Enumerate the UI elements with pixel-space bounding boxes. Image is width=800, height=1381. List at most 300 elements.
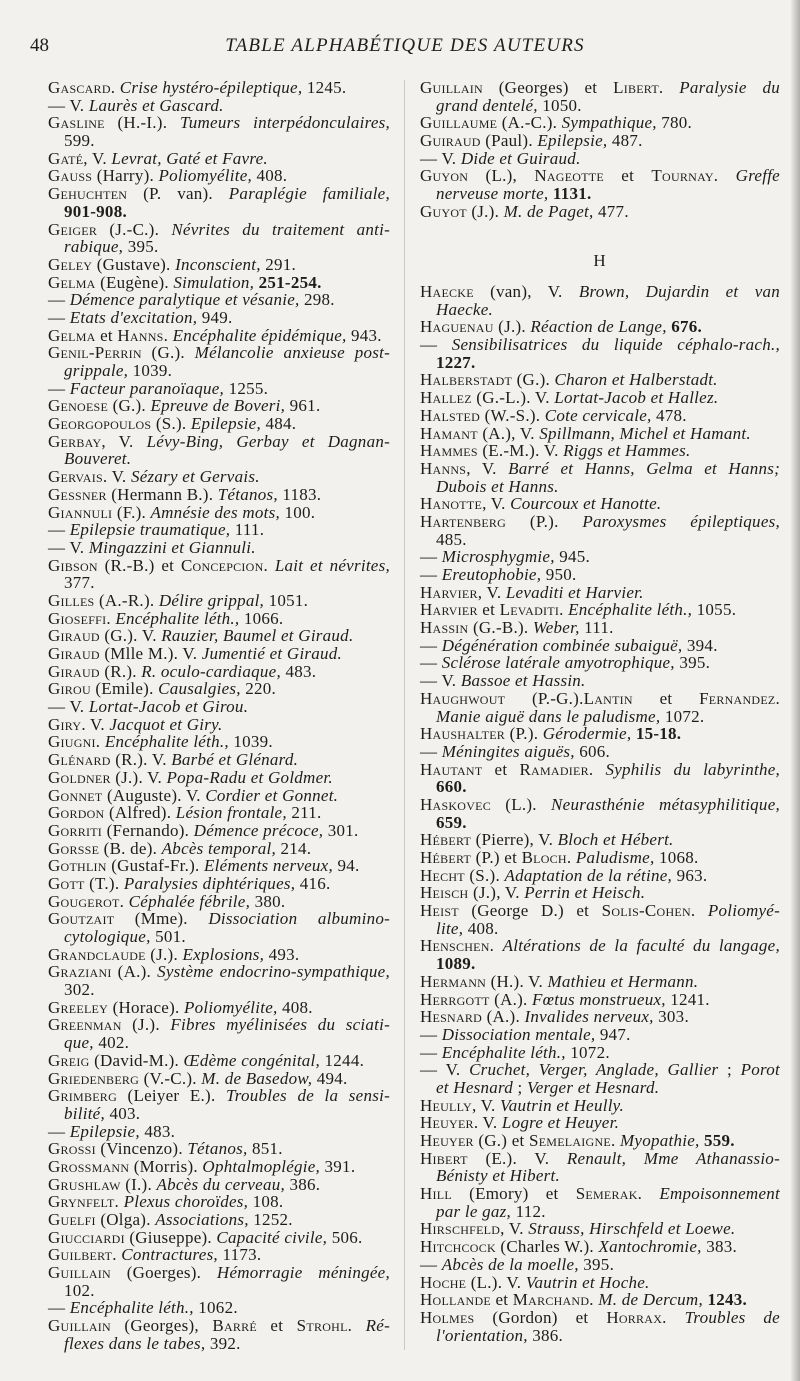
- work-title: Myopathie,: [620, 1131, 700, 1150]
- entry-line: [48, 1123, 390, 1141]
- index-entry: [48, 521, 390, 539]
- index-entry: [420, 902, 780, 937]
- entry-text: (A.).: [111, 962, 158, 982]
- work-title: Fibres myélinisées du sciati-: [170, 1015, 390, 1035]
- entry-line: [420, 672, 780, 690]
- work-title: Dissociation mentale,: [441, 1024, 596, 1044]
- entry-line: [48, 1052, 390, 1070]
- work-title: Porot: [740, 1060, 780, 1080]
- index-entry: [48, 1016, 390, 1051]
- work-title: Eléments nerveux,: [204, 856, 333, 876]
- entry-text: (G.).: [141, 343, 195, 363]
- entry-text: 220.: [240, 679, 277, 699]
- entry-line: [420, 495, 780, 513]
- work-title: Rauzier, Baumel et Giraud.: [161, 626, 354, 646]
- index-entry: [48, 1123, 390, 1141]
- author-name: Gehuchten: [48, 184, 128, 204]
- entry-line: [48, 291, 390, 309]
- author-name: Haskovec: [420, 794, 491, 814]
- work-title: Altérations de la faculté du langage,: [502, 936, 780, 956]
- index-entry: [48, 1176, 390, 1194]
- entry-text: 780.: [656, 113, 693, 133]
- work-title: Lortat-Jacob et Hallez.: [554, 388, 719, 408]
- work-title: Paraplégie familiale,: [228, 184, 390, 204]
- entry-line: [48, 733, 390, 751]
- index-entry: [48, 415, 390, 433]
- author-name: Guyot: [420, 201, 467, 221]
- work-title: Paroxysmes épileptiques,: [582, 511, 780, 531]
- work-title: Poliomyélite,: [158, 166, 252, 186]
- index-entry: [420, 831, 780, 849]
- entry-text: (Olga).: [95, 1210, 156, 1229]
- work-title: Laurès et Gascard.: [88, 95, 224, 115]
- index-entry: [420, 584, 780, 602]
- author-name: Georgopoulos: [48, 414, 152, 434]
- entry-text: — V.: [420, 148, 461, 168]
- entry-text: 1241.: [665, 989, 710, 1009]
- page-reference: 15-18.: [635, 724, 682, 744]
- entry-text: 94.: [332, 856, 360, 876]
- entry-text: [667, 1308, 685, 1327]
- index-entry: [420, 1008, 780, 1026]
- work-title: Œdème congénital,: [183, 1050, 321, 1070]
- index-entry: [48, 698, 390, 716]
- entry-line: [48, 1140, 390, 1158]
- entry-text: —: [420, 1024, 442, 1044]
- author-name: Strohl.: [296, 1316, 353, 1336]
- work-title: Barré et Hanns, Gelma et Hanns;: [508, 458, 781, 478]
- index-entry: [48, 557, 390, 592]
- entry-text: (Leiyer E.).: [117, 1086, 226, 1106]
- entry-text: , V.: [482, 494, 511, 514]
- entry-line: [48, 1299, 390, 1317]
- index-entry: [48, 468, 390, 486]
- work-title: Haecke.: [436, 299, 493, 319]
- work-title: Xantochromie,: [598, 1237, 702, 1257]
- work-title: M. de Basedow,: [201, 1068, 313, 1088]
- index-entry: [420, 761, 780, 796]
- author-name: Genil-Perrin: [48, 343, 142, 363]
- index-entry: [420, 1132, 780, 1150]
- entry-line: [48, 999, 390, 1017]
- page-reference: 1089.: [436, 954, 476, 974]
- work-title: grand dentelé,: [436, 95, 538, 115]
- work-title: Epilepsie,: [537, 131, 608, 151]
- entry-text: (David-M.).: [89, 1050, 184, 1070]
- author-name: Ramadier.: [519, 759, 594, 779]
- entry-text: (S.).: [151, 414, 191, 434]
- entry-text: —: [48, 520, 70, 540]
- entry-text: 1062.: [193, 1298, 238, 1318]
- author-name: Hibert: [420, 1148, 468, 1168]
- index-entry: [48, 1052, 390, 1070]
- author-name: Gonnet: [48, 785, 103, 805]
- entry-line: [420, 708, 780, 726]
- entry-text: (Gustave).: [92, 254, 176, 274]
- work-title: Névrites du traitement anti-: [171, 219, 390, 239]
- entry-text: , V.: [477, 582, 506, 602]
- entry-line: [48, 274, 390, 292]
- page-reference: 559.: [704, 1131, 735, 1150]
- author-name: Guyon: [420, 166, 469, 186]
- entry-line: [48, 804, 390, 822]
- work-title: Strauss, Hirschfeld et Loewe.: [528, 1219, 736, 1239]
- index-entry: [420, 937, 780, 972]
- entry-text: [593, 760, 605, 779]
- author-name: Solis-Cohen.: [601, 901, 696, 921]
- entry-text: (G.). V.: [99, 626, 162, 646]
- entry-line: [48, 751, 390, 769]
- entry-line: [420, 1061, 780, 1079]
- work-title: Jacquot et Giry.: [109, 714, 223, 734]
- entry-text: (J.).: [466, 201, 504, 221]
- entry-text: (T.).: [84, 873, 124, 893]
- index-entry: [48, 1158, 390, 1176]
- entry-text: 484.: [260, 414, 297, 434]
- entry-text: 493.: [264, 944, 300, 964]
- work-title: Système endocrino-sympathique,: [157, 962, 390, 982]
- entry-line: [48, 822, 390, 840]
- entry-line: [48, 875, 390, 893]
- author-name: Grynfelt.: [48, 1192, 120, 1212]
- author-name: Girou: [48, 679, 91, 699]
- work-title: Paralysie du: [679, 78, 780, 97]
- entry-line: [48, 1105, 390, 1123]
- author-name: Hesnard: [420, 1007, 483, 1027]
- entry-text: 1050.: [537, 95, 582, 115]
- work-title: Gérodermie,: [542, 724, 632, 744]
- entry-text: (Gordon) et: [474, 1307, 607, 1327]
- entry-text: 1066.: [239, 608, 284, 628]
- entry-line: [48, 698, 390, 716]
- author-name: Hammes: [420, 441, 478, 461]
- work-title: flexes dans le tabes,: [64, 1333, 206, 1353]
- work-title: Dégénération combinée subaiguë,: [441, 635, 683, 655]
- author-name: Giry: [48, 714, 82, 734]
- index-entry: [48, 1087, 390, 1122]
- entry-text: 386.: [527, 1325, 564, 1345]
- author-name: Lantin: [583, 688, 633, 708]
- entry-line: [420, 185, 780, 203]
- entry-text: , V.: [83, 148, 112, 168]
- index-entry: [48, 1317, 390, 1352]
- entry-text: 102.: [64, 1280, 95, 1300]
- index-entry: [420, 79, 780, 114]
- entry-line: [48, 1016, 390, 1034]
- entry-text: (L.),: [468, 166, 535, 186]
- index-entry: [420, 150, 780, 168]
- index-entry: [420, 336, 780, 371]
- entry-line: [48, 1176, 390, 1194]
- entry-line: [48, 539, 390, 557]
- entry-line: [420, 1309, 780, 1327]
- entry-line: [420, 407, 780, 425]
- author-name: Gorsse: [48, 838, 100, 858]
- entry-text: (P.) et: [471, 848, 522, 867]
- index-entry: [48, 150, 390, 168]
- entry-text: (B. de).: [99, 838, 162, 858]
- entry-line: [420, 1114, 780, 1132]
- entry-line: [48, 1087, 390, 1105]
- index-entry: [420, 849, 780, 867]
- author-name: Hill: [420, 1184, 452, 1204]
- index-entry: [420, 1238, 780, 1256]
- entry-line: [48, 327, 390, 345]
- work-title: Délire grippal,: [158, 590, 265, 610]
- work-title: Amnésie des mots,: [150, 502, 280, 522]
- author-name: Geiger: [48, 219, 98, 239]
- work-title: bilité,: [64, 1103, 105, 1123]
- work-title: Sensibilisatrices du liquide céphalo-rach.,: [451, 335, 780, 355]
- entry-line: [48, 645, 390, 663]
- work-title: Ereutophobie,: [441, 565, 542, 584]
- work-title: Tumeurs interpédonculaires,: [179, 113, 390, 133]
- entry-text: 494.: [312, 1068, 348, 1088]
- entry-text: (A.-R.).: [94, 590, 159, 610]
- work-title: M. de Dercum,: [598, 1290, 703, 1310]
- index-entry: [420, 389, 780, 407]
- author-name: Gervais: [48, 467, 103, 487]
- work-title: Tétanos,: [187, 1139, 248, 1159]
- index-entry: [420, 203, 780, 221]
- author-name: Gascard.: [48, 78, 116, 97]
- author-name: Halberstadt: [420, 370, 513, 390]
- index-entry: [48, 97, 390, 115]
- index-entry: [420, 566, 780, 584]
- work-title: Dissociation albumino-: [208, 909, 390, 929]
- entry-text: (J.).: [121, 1015, 171, 1035]
- entry-text: 963.: [672, 865, 708, 885]
- entry-text: et: [256, 1316, 297, 1336]
- entry-line: [420, 654, 780, 672]
- index-entry: [48, 804, 390, 822]
- author-name: Heisch: [420, 883, 469, 903]
- index-entry: [48, 309, 390, 327]
- entry-line: [420, 79, 780, 97]
- index-entry: [48, 114, 390, 149]
- entry-text: et: [482, 759, 520, 779]
- index-entry: [420, 1185, 780, 1220]
- work-title: Paralysies diphtériques,: [123, 873, 296, 893]
- index-entry: [420, 973, 780, 991]
- author-name: Goutzait: [48, 909, 115, 929]
- entry-text: (Georges),: [110, 1316, 213, 1336]
- work-title: Mingazzini et Giannuli.: [88, 537, 256, 557]
- entry-text: 1072.: [660, 706, 705, 726]
- index-entry: [48, 893, 390, 911]
- index-entry: [420, 619, 780, 637]
- entry-text: (George D.) et: [458, 901, 602, 921]
- author-name: Gaté: [48, 148, 84, 168]
- entry-line: [48, 344, 390, 362]
- entry-line: [420, 761, 780, 779]
- entry-text: 478.: [651, 405, 687, 425]
- entry-line: [420, 167, 780, 185]
- index-entry: [48, 256, 390, 274]
- index-entry: [420, 672, 780, 690]
- author-name: Marchand.: [512, 1290, 594, 1310]
- entry-text: , V.: [471, 1095, 500, 1115]
- entry-line: [48, 574, 390, 592]
- work-title: Sympathique,: [561, 113, 657, 133]
- author-name: Semerak.: [575, 1184, 643, 1204]
- index-entry: [48, 380, 390, 398]
- author-name: Guiraud: [420, 131, 481, 151]
- entry-text: (Harry).: [92, 166, 159, 186]
- entry-text: 403.: [104, 1103, 141, 1123]
- entry-line: [420, 584, 780, 602]
- author-name: Herrgott: [420, 989, 490, 1009]
- author-name: Harvier: [420, 600, 478, 620]
- index-entry: [48, 274, 390, 292]
- entry-text: (E.-M.). V.: [477, 441, 564, 461]
- entry-text: —: [420, 547, 442, 567]
- entry-line: [420, 884, 780, 902]
- author-name: Tournay.: [651, 166, 719, 186]
- entry-line: [420, 991, 780, 1009]
- entry-line: [420, 637, 780, 655]
- entry-line: [420, 1150, 780, 1168]
- entry-line: [420, 831, 780, 849]
- entry-text: (J.).: [145, 944, 183, 964]
- entry-line: [420, 460, 780, 478]
- entry-text: 391.: [320, 1156, 356, 1176]
- entry-text: 477.: [593, 201, 629, 221]
- work-title: Weber,: [532, 618, 580, 638]
- author-name: Concepcion.: [180, 555, 269, 575]
- entry-line: [420, 1274, 780, 1292]
- entry-text: — V.: [48, 95, 89, 115]
- index-entry: [48, 397, 390, 415]
- work-title: Microsphygmie,: [441, 547, 555, 567]
- index-entry: [48, 1070, 390, 1088]
- entry-text: [494, 936, 502, 955]
- entry-line: [48, 1317, 390, 1335]
- page-reference: 1227.: [436, 352, 476, 372]
- right-column-bottom: [420, 283, 780, 1344]
- entry-line: [48, 203, 390, 221]
- entry-line: [420, 1238, 780, 1256]
- index-entry: [48, 433, 390, 468]
- index-entry: [48, 1299, 390, 1317]
- entry-text: —: [420, 1254, 442, 1274]
- index-entry: [420, 743, 780, 761]
- work-title: Crise hystéro-épileptique,: [115, 78, 303, 97]
- entry-text: [718, 166, 735, 185]
- author-name: Haushalter: [420, 724, 506, 744]
- index-entry: [48, 627, 390, 645]
- index-entry: [420, 1274, 780, 1292]
- entry-text: —: [420, 1042, 442, 1062]
- work-title: Cote cervicale,: [544, 405, 652, 425]
- entry-text: (P.-G.).: [505, 688, 584, 708]
- entry-text: —: [48, 1121, 70, 1141]
- author-name: Grimberg: [48, 1086, 117, 1106]
- entry-text: et: [603, 166, 652, 186]
- entry-line: [420, 1185, 780, 1203]
- work-title: Sézary et Gervais.: [130, 467, 260, 487]
- index-entry: [420, 371, 780, 389]
- entry-line: [420, 336, 780, 354]
- entry-line: [48, 557, 390, 575]
- author-name: Henschen.: [420, 936, 495, 956]
- author-name: Haughwout: [420, 688, 506, 708]
- entry-text: (Morris).: [129, 1156, 203, 1176]
- index-entry: [48, 645, 390, 663]
- work-title: Lévy-Bing, Gerbay et Dagnan-: [146, 431, 390, 451]
- work-title: par le gaz,: [436, 1201, 512, 1221]
- work-title: Epreuve de Boveri,: [150, 396, 286, 416]
- entry-text: (A.).: [482, 1007, 525, 1027]
- index-entry: [48, 680, 390, 698]
- entry-line: [420, 743, 780, 761]
- author-name: Glénard: [48, 750, 111, 770]
- entry-text: (G.) et: [473, 1131, 529, 1150]
- author-name: Guillain: [48, 1316, 111, 1336]
- work-title: Contractures,: [121, 1245, 218, 1265]
- entry-line: [48, 680, 390, 698]
- author-name: Hartenberg: [420, 511, 507, 531]
- author-name: Grossmann: [48, 1156, 130, 1176]
- entry-text: (Hermann B.).: [106, 484, 218, 504]
- entry-line: [420, 1026, 780, 1044]
- page-reference: 676.: [671, 317, 702, 337]
- work-title: Perrin et Heisch.: [524, 883, 646, 903]
- author-name: Hitchcock: [420, 1237, 496, 1257]
- entry-line: [420, 690, 780, 708]
- author-name: Hamant: [420, 423, 478, 443]
- entry-text: 1255.: [224, 378, 269, 398]
- author-name: Hirschfeld: [420, 1219, 501, 1239]
- work-title: Levaditi et Harvier.: [505, 582, 644, 602]
- entry-text: 1244.: [320, 1050, 365, 1070]
- author-name: Giucciardi: [48, 1227, 125, 1247]
- entry-line: [420, 371, 780, 389]
- author-name: Hoche: [420, 1272, 467, 1292]
- page-reference: 251-254.: [258, 272, 322, 292]
- entry-line: [48, 716, 390, 734]
- entry-text: (Giuseppe).: [124, 1227, 217, 1247]
- work-title: Empoisonnement: [659, 1184, 780, 1204]
- entry-line: [420, 389, 780, 407]
- entry-text: 943.: [346, 325, 382, 345]
- entry-text: (Fernando).: [102, 820, 194, 840]
- work-title: Abcès temporal,: [161, 838, 276, 858]
- entry-text: 1039.: [128, 361, 173, 380]
- index-entry: [420, 690, 780, 725]
- index-entry: [48, 751, 390, 769]
- entry-line: [420, 849, 780, 867]
- entry-text: 506.: [327, 1227, 363, 1247]
- index-entry: [420, 114, 780, 132]
- entry-text: (A.), V.: [477, 423, 540, 443]
- work-title: Explosions,: [182, 944, 265, 964]
- entry-text: 599.: [64, 131, 95, 151]
- entry-text: (V.-C.).: [139, 1068, 202, 1088]
- entry-text: 380.: [250, 891, 286, 911]
- author-name: Greenman: [48, 1015, 122, 1035]
- entry-text: 606.: [574, 741, 611, 761]
- index-entry: [48, 822, 390, 840]
- entry-line: [420, 318, 780, 336]
- author-name: Gordon: [48, 803, 105, 823]
- index-entry: [420, 867, 780, 885]
- author-name: Greig: [48, 1050, 90, 1070]
- author-name: Grushlaw: [48, 1174, 121, 1194]
- entry-line: [420, 1256, 780, 1274]
- entry-text: 301.: [323, 820, 359, 840]
- entry-text: (P.).: [506, 511, 583, 531]
